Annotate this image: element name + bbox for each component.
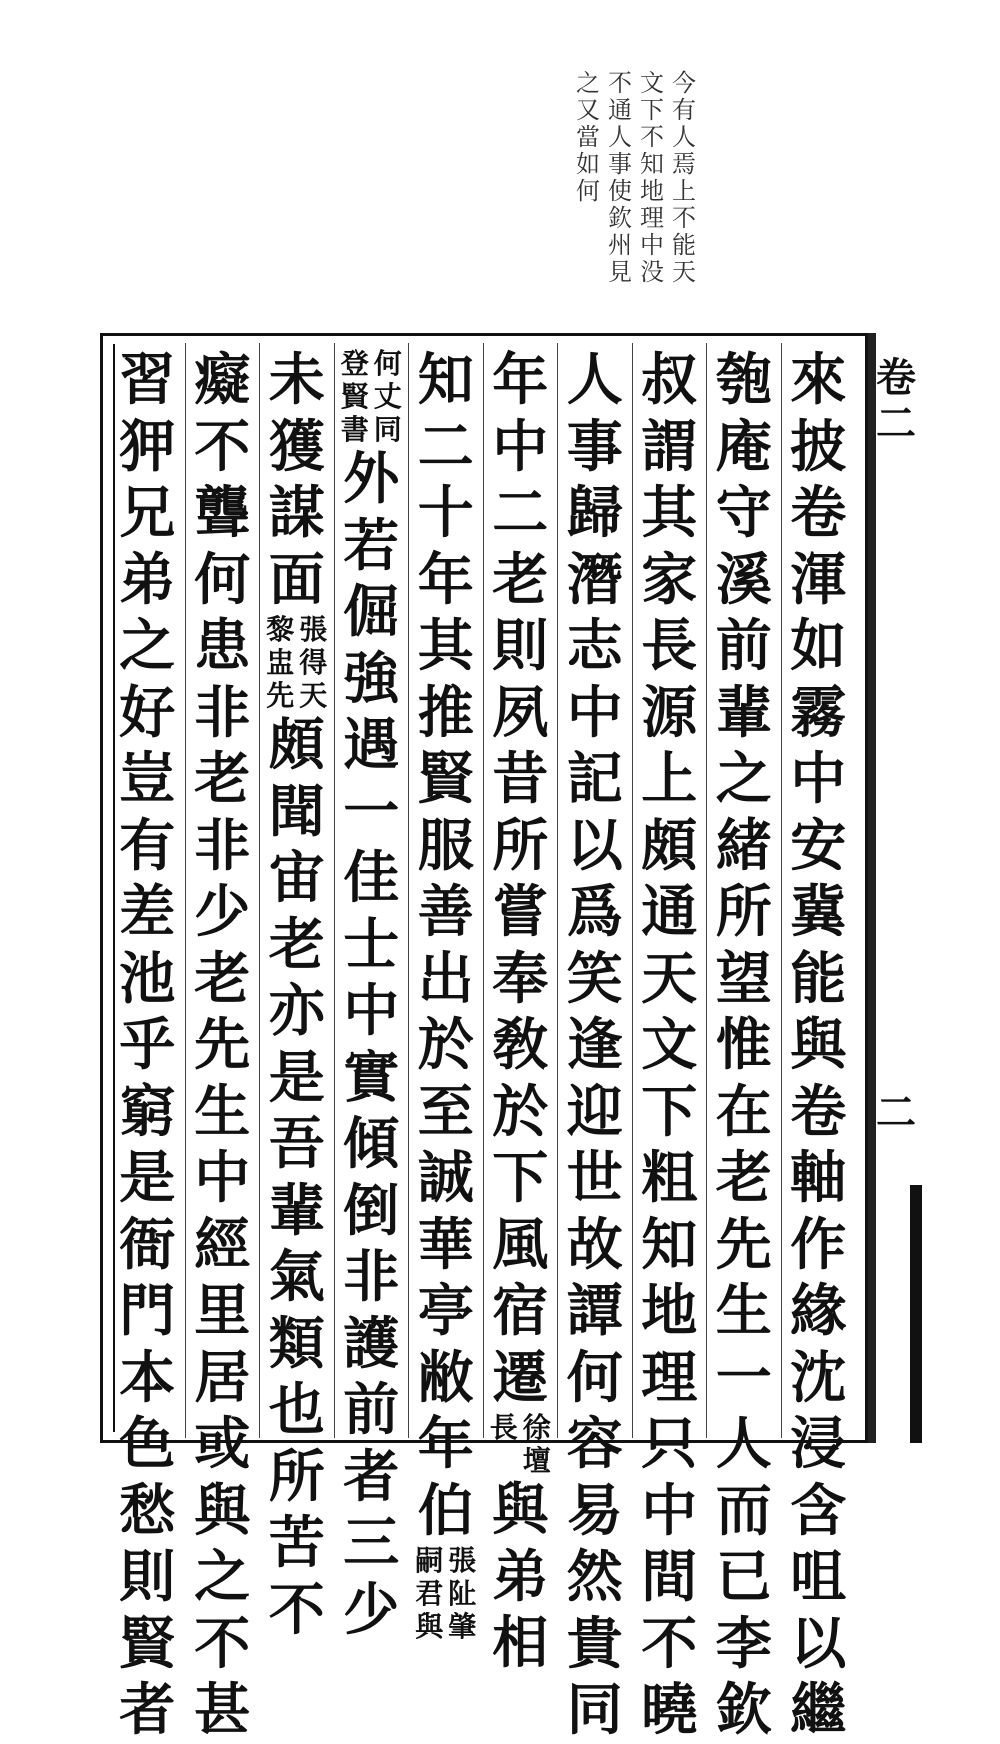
character: 繼 <box>790 1677 847 1743</box>
character: 倒 <box>343 1177 400 1244</box>
character: 宿 <box>492 1278 549 1344</box>
annotation-character: 天 <box>299 679 328 712</box>
text-column <box>781 343 856 1743</box>
character: 一 <box>343 778 400 845</box>
character: 間 <box>641 1544 698 1610</box>
character: 以 <box>566 812 623 879</box>
character: 志 <box>566 613 623 679</box>
character: 含 <box>790 1477 847 1544</box>
character: 理 <box>641 1344 698 1411</box>
character: 緣 <box>790 1278 847 1344</box>
text-column <box>259 343 334 1643</box>
character: 遷 <box>492 1344 549 1411</box>
annotation-pair <box>411 1610 481 1643</box>
character: 年 <box>417 1411 474 1477</box>
character: 好 <box>119 679 176 746</box>
character: 匏 <box>715 347 772 413</box>
character: 是 <box>119 1145 176 1211</box>
character: 癡 <box>194 347 251 413</box>
character: 習 <box>119 347 176 413</box>
annotation-character: 張 <box>299 613 328 646</box>
marginal-note-column: 今有人焉上不能天 <box>672 69 696 286</box>
character: 中 <box>641 1477 698 1544</box>
character: 歸 <box>566 480 623 546</box>
character: 前 <box>715 613 772 679</box>
character: 亭 <box>417 1278 474 1344</box>
fore-edge-label: 卷 二 <box>876 354 916 447</box>
character: 之 <box>715 746 772 812</box>
character: 咀 <box>790 1544 847 1610</box>
character: 年 <box>417 546 474 613</box>
character: 貴 <box>566 1610 623 1677</box>
character: 出 <box>417 945 474 1012</box>
character: 先 <box>715 1211 772 1278</box>
character: 吾 <box>268 1111 325 1177</box>
character: 未 <box>268 347 325 413</box>
character: 於 <box>492 1078 549 1145</box>
character: 有 <box>119 812 176 879</box>
character: 其 <box>417 613 474 679</box>
character: 笑 <box>566 945 623 1012</box>
character: 冀 <box>790 879 847 945</box>
character: 年 <box>492 347 549 413</box>
character: 兄 <box>119 480 176 546</box>
annotation-character: 嗣 <box>415 1544 444 1577</box>
annotation-character: 壇 <box>522 1444 551 1477</box>
character: 只 <box>641 1411 698 1477</box>
text-column <box>483 343 558 1676</box>
character: 弟 <box>492 1543 549 1610</box>
character: 老 <box>492 546 549 613</box>
character: 非 <box>343 1244 400 1310</box>
character: 氣 <box>268 1244 325 1310</box>
character: 上 <box>641 746 698 812</box>
marginal-note-column: 之又當如何 <box>576 69 600 205</box>
character: 愁 <box>119 1477 176 1544</box>
character: 謀 <box>268 480 325 546</box>
character: 誠 <box>417 1145 474 1211</box>
annotation-character: 賢 <box>340 380 369 413</box>
character: 披 <box>790 413 847 480</box>
character: 苦 <box>268 1510 325 1576</box>
character: 潛 <box>566 546 623 613</box>
annotation-pair <box>262 679 332 712</box>
character: 相 <box>492 1610 549 1676</box>
character: 同 <box>566 1677 623 1743</box>
character: 則 <box>492 613 549 679</box>
character: 謂 <box>641 413 698 480</box>
text-column <box>706 343 781 1743</box>
character: 生 <box>194 1078 251 1145</box>
character: 記 <box>566 746 623 812</box>
character: 衙 <box>119 1211 176 1278</box>
character: 知 <box>417 347 474 413</box>
character: 非 <box>194 679 251 746</box>
character: 與 <box>790 1012 847 1078</box>
text-columns <box>110 343 855 1743</box>
character: 伯 <box>417 1477 474 1544</box>
annotation-character: 先 <box>266 679 295 712</box>
character: 之 <box>194 1544 251 1610</box>
marginal-note-column: 不通人事使欽州見 <box>608 69 632 286</box>
annotation-character: 同 <box>373 413 402 446</box>
annotation-pair <box>262 646 332 679</box>
annotation-character: 黎 <box>266 613 295 646</box>
character: 所 <box>715 879 772 945</box>
character: 然 <box>566 1544 623 1610</box>
character: 老 <box>194 746 251 812</box>
character: 患 <box>194 613 251 679</box>
character: 家 <box>641 546 698 613</box>
character: 護 <box>343 1310 400 1377</box>
character: 是 <box>268 1044 325 1111</box>
character: 與 <box>194 1477 251 1544</box>
character: 老 <box>268 911 325 978</box>
annotation-character: 書 <box>340 413 369 446</box>
character: 者 <box>119 1677 176 1743</box>
character: 緒 <box>715 812 772 879</box>
character: 里 <box>194 1278 251 1344</box>
text-column <box>408 343 483 1643</box>
character: 卷 <box>790 1078 847 1145</box>
character: 倔 <box>343 579 400 645</box>
character: 善 <box>417 879 474 945</box>
character: 溪 <box>715 546 772 613</box>
character: 人 <box>715 1411 772 1477</box>
character: 老 <box>194 945 251 1012</box>
character: 中 <box>790 746 847 812</box>
character: 者 <box>343 1443 400 1510</box>
character: 地 <box>641 1278 698 1344</box>
character: 乎 <box>119 1012 176 1078</box>
character: 以 <box>790 1610 847 1677</box>
character: 浸 <box>790 1411 847 1477</box>
character: 所 <box>492 812 549 879</box>
character: 知 <box>641 1211 698 1278</box>
character: 輩 <box>268 1177 325 1244</box>
marginal-note <box>576 70 700 340</box>
character: 敝 <box>417 1344 474 1411</box>
character: 沈 <box>790 1344 847 1411</box>
character: 文 <box>641 1012 698 1078</box>
annotation-character: 何 <box>373 347 402 380</box>
character: 天 <box>641 945 698 1012</box>
character: 李 <box>715 1610 772 1677</box>
character: 奉 <box>492 945 549 1012</box>
character: 在 <box>715 1078 772 1145</box>
character: 迎 <box>566 1078 623 1145</box>
character: 本 <box>119 1344 176 1411</box>
character: 惟 <box>715 1012 772 1078</box>
character: 軸 <box>790 1145 847 1211</box>
character: 先 <box>194 1012 251 1078</box>
character: 中 <box>492 413 549 480</box>
character: 頗 <box>641 812 698 879</box>
marginal-note-column: 文下不知地理中没 <box>640 69 664 286</box>
character: 居 <box>194 1344 251 1411</box>
character: 不 <box>641 1610 698 1677</box>
character: 所 <box>268 1443 325 1510</box>
character: 能 <box>790 945 847 1012</box>
character: 賢 <box>119 1610 176 1677</box>
annotation-character: 盅 <box>266 646 295 679</box>
character: 獲 <box>268 413 325 480</box>
character: 十 <box>417 480 474 546</box>
annotation-character: 登 <box>340 347 369 380</box>
character: 之 <box>119 613 176 679</box>
character: 中 <box>343 978 400 1044</box>
character: 不 <box>194 413 251 480</box>
character: 遇 <box>343 712 400 778</box>
annotation-character: 君 <box>415 1577 444 1610</box>
character: 粗 <box>641 1145 698 1211</box>
character: 差 <box>119 879 176 945</box>
annotation-character: 張 <box>448 1544 477 1577</box>
character: 作 <box>790 1211 847 1278</box>
character: 長 <box>641 613 698 679</box>
character: 容 <box>566 1411 623 1477</box>
character: 賢 <box>417 746 474 812</box>
annotation-pair <box>411 1577 481 1610</box>
character: 其 <box>641 480 698 546</box>
character: 聞 <box>268 778 325 845</box>
character: 通 <box>641 879 698 945</box>
character: 何 <box>566 1344 623 1411</box>
character: 經 <box>194 1211 251 1278</box>
character: 宙 <box>268 845 325 911</box>
character: 豈 <box>119 746 176 812</box>
character: 門 <box>119 1278 176 1344</box>
character: 實 <box>343 1044 400 1111</box>
annotation-character: 得 <box>299 646 328 679</box>
character: 源 <box>641 679 698 746</box>
character: 事 <box>566 413 623 480</box>
character: 世 <box>566 1145 623 1211</box>
annotation-character: 阯 <box>448 1577 477 1610</box>
character: 於 <box>417 1012 474 1078</box>
fore-edge-folio: 二 <box>876 1089 916 1136</box>
character: 爲 <box>566 879 623 945</box>
character: 老 <box>715 1145 772 1211</box>
character: 生 <box>715 1278 772 1344</box>
annotation-character: 肇 <box>448 1610 477 1643</box>
character: 守 <box>715 480 772 546</box>
character: 傾 <box>343 1111 400 1177</box>
character: 霧 <box>790 679 847 746</box>
character: 逢 <box>566 1012 623 1078</box>
character: 已 <box>715 1544 772 1610</box>
fore-edge-rule <box>868 333 876 1443</box>
character: 渾 <box>790 546 847 613</box>
character: 類 <box>268 1310 325 1377</box>
annotation-character: 徐 <box>522 1411 551 1444</box>
character: 服 <box>417 812 474 879</box>
character: 窮 <box>119 1078 176 1145</box>
annotation-pair <box>336 347 406 380</box>
character: 二 <box>417 413 474 480</box>
annotation-pair <box>262 613 332 646</box>
character: 風 <box>492 1211 549 1278</box>
character: 甚 <box>194 1677 251 1743</box>
annotation-character: 與 <box>415 1610 444 1643</box>
text-column <box>557 343 632 1743</box>
annotation-pair <box>336 380 406 413</box>
character: 叔 <box>641 347 698 413</box>
character: 聾 <box>194 480 251 546</box>
annotation-character: 長 <box>489 1411 518 1444</box>
character: 頗 <box>268 712 325 778</box>
character: 何 <box>194 546 251 613</box>
character: 曉 <box>641 1677 698 1743</box>
annotation-pair <box>336 413 406 446</box>
text-column <box>334 343 409 1643</box>
character: 推 <box>417 679 474 746</box>
text-column <box>632 343 707 1743</box>
text-column <box>110 343 185 1743</box>
character: 中 <box>566 679 623 746</box>
character: 面 <box>268 546 325 613</box>
character: 至 <box>417 1078 474 1145</box>
character: 則 <box>119 1544 176 1610</box>
fore-edge-bar <box>910 1185 922 1443</box>
character: 弟 <box>119 546 176 613</box>
character: 卷 <box>790 480 847 546</box>
character: 士 <box>343 911 400 978</box>
character: 譚 <box>566 1278 623 1344</box>
character: 望 <box>715 945 772 1012</box>
text-column <box>185 343 260 1743</box>
character: 佳 <box>343 845 400 911</box>
character: 與 <box>492 1477 549 1543</box>
character: 人 <box>566 347 623 413</box>
character: 少 <box>343 1576 400 1643</box>
character: 色 <box>119 1411 176 1477</box>
character: 故 <box>566 1211 623 1278</box>
character: 夙 <box>492 679 549 746</box>
character: 下 <box>641 1078 698 1145</box>
character: 狎 <box>119 413 176 480</box>
character: 一 <box>715 1344 772 1411</box>
character: 或 <box>194 1411 251 1477</box>
character: 外 <box>343 446 400 512</box>
character: 輩 <box>715 679 772 746</box>
character: 而 <box>715 1477 772 1544</box>
character: 三 <box>343 1510 400 1576</box>
annotation-pair <box>485 1411 555 1444</box>
annotation-pair <box>411 1544 481 1577</box>
character: 昔 <box>492 746 549 812</box>
character: 若 <box>343 512 400 579</box>
character: 非 <box>194 812 251 879</box>
character: 強 <box>343 645 400 712</box>
character: 二 <box>492 480 549 546</box>
character: 也 <box>268 1377 325 1443</box>
character: 安 <box>790 812 847 879</box>
character: 少 <box>194 879 251 945</box>
character: 下 <box>492 1145 549 1211</box>
character: 前 <box>343 1377 400 1443</box>
character: 池 <box>119 945 176 1012</box>
character: 嘗 <box>492 879 549 945</box>
character: 敎 <box>492 1012 549 1078</box>
character: 庵 <box>715 413 772 480</box>
character: 如 <box>790 613 847 679</box>
character: 欽 <box>715 1677 772 1743</box>
character: 不 <box>194 1610 251 1677</box>
character: 亦 <box>268 978 325 1044</box>
character: 華 <box>417 1211 474 1278</box>
character: 中 <box>194 1145 251 1211</box>
character: 易 <box>566 1477 623 1544</box>
character: 不 <box>268 1576 325 1643</box>
character: 來 <box>790 347 847 413</box>
annotation-character: 丈 <box>373 380 402 413</box>
annotation-pair <box>485 1444 555 1477</box>
